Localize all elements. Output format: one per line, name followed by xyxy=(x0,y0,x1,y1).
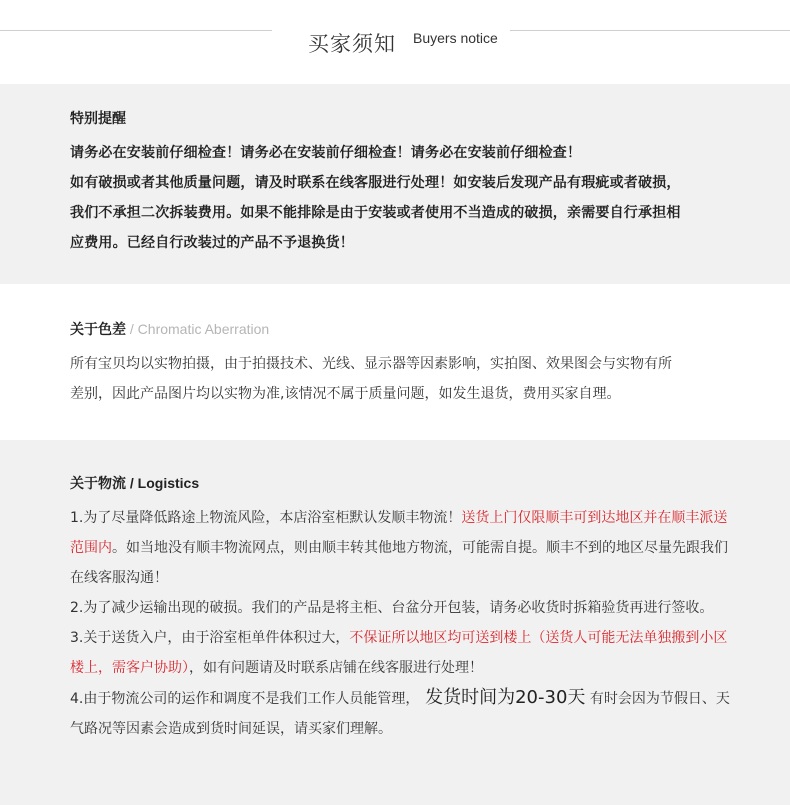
logistics-point-3 xyxy=(70,623,730,683)
delivery-time-value: 20-30天 xyxy=(515,687,586,708)
logistics-title xyxy=(70,473,199,493)
delivery-time-label: 发货时间为 xyxy=(419,687,516,708)
chromatic-aberration-title xyxy=(70,319,269,339)
logistics-point-4 xyxy=(70,683,730,744)
logistics-point-3-text: 3.关于送货入户，由于浴室柜单件体积过大， xyxy=(70,630,350,646)
notice-line: 我们不承担二次拆装费用。如果不能排除是由于安装或者使用不当造成的破损，亲需要自行承担相 xyxy=(70,205,681,221)
logistics-point-2: 2.为了减少运输出现的破损。我们的产品是将主柜、台盆分开包装，请务必收货时拆箱验货再进行签收。 xyxy=(70,600,714,616)
chromatic-title-cn: 关于色差 xyxy=(70,322,126,338)
special-notice-title: 特别提醒 xyxy=(70,111,126,127)
logistics-point-4-text: 4.由于物流公司的运作和调度不是我们工作人员能管理， xyxy=(70,691,420,707)
chromatic-line: 差别，因此产品图片均以实物为准,该情况不属于质量问题，如发生退货，费用买家自理。 xyxy=(70,386,621,402)
notice-line: 应费用。已经自行改装过的产品不予退换货！ xyxy=(70,235,354,251)
logistics-point-1-text: 1.为了尽量降低路途上物流风险，本店浴室柜默认发顺丰物流！ xyxy=(70,510,462,526)
header-subtitle: Buyers notice xyxy=(413,30,498,46)
chromatic-aberration-section xyxy=(0,284,790,440)
logistics-point-3-rest: ，如有问题请及时联系店铺在线客服进行处理！ xyxy=(189,660,483,676)
header-divider-left xyxy=(0,30,272,31)
notice-line: 如有破损或者其他质量问题，请及时联系在线客服进行处理！如安装后发现产品有瑕疵或者破损， xyxy=(70,175,681,191)
logistics-point-1-rest: 。如当地没有顺丰物流网点，则由顺丰转其他地方物流，可能需自提。顺丰不到的地区尽量先跟我们在线客服沟通！ xyxy=(70,540,728,586)
logistics-point-3-highlight: 不保证所以地区均可送到楼上（送货人可能无法单独搬到小区楼上，需客户协助） xyxy=(70,630,728,676)
logistics-title-cn: 关于物流 xyxy=(70,476,126,492)
special-notice-text xyxy=(70,138,730,258)
logistics-point-1-highlight: 送货上门仅限顺丰可到达地区并在顺丰派送范围内 xyxy=(70,510,728,556)
logistics-point-4-rest: 有时会因为节假日、天气路况等因素会造成到货时间延误，请买家们理解。 xyxy=(70,691,730,737)
logistics-text xyxy=(70,503,730,744)
notice-line: 请务必在安装前仔细检查！请务必在安装前仔细检查！请务必在安装前仔细检查！ xyxy=(70,145,582,161)
page-header xyxy=(0,0,790,84)
chromatic-aberration-text xyxy=(70,349,730,409)
logistics-point-1 xyxy=(70,503,730,593)
chromatic-line: 所有宝贝均以实物拍摄，由于拍摄技术、光线、显示器等因素影响，实拍图、效果图会与实物有所 xyxy=(70,356,672,372)
logistics-section xyxy=(0,440,790,805)
special-notice-section xyxy=(0,84,790,284)
header-title: 买家须知 xyxy=(308,32,396,56)
header-divider-right xyxy=(510,30,790,31)
chromatic-title-en: / Chromatic Aberration xyxy=(126,321,270,337)
logistics-title-en: / Logistics xyxy=(126,475,200,491)
